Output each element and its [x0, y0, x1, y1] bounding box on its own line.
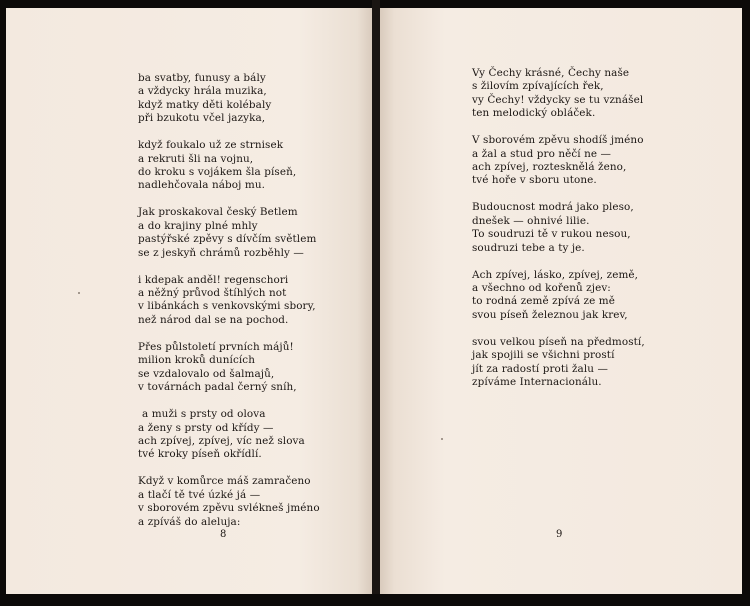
poem-line: se z jeskyň chrámů rozběhly —: [138, 246, 304, 259]
poem-line: tvé kroky píseň okřídlí.: [138, 448, 262, 461]
poem-line: ach zpívej, zpívej, víc než slova: [138, 434, 305, 447]
bottom-shadow: [0, 594, 750, 606]
poem-line: v továrnách padal černý sníh,: [138, 381, 297, 394]
stanza: [472, 269, 645, 323]
poem-line: a tlačí tě tvé úzké já —: [138, 488, 261, 501]
poem-left-page: [138, 72, 320, 543]
poem-line: pastýřské zpěvy s dívčím světlem: [138, 233, 317, 246]
poem-line: Vy Čechy krásné, Čechy naše: [472, 67, 630, 79]
poem-line: a muži s prsty od olova: [142, 408, 266, 421]
poem-line: a do krajiny plné mhly: [138, 219, 258, 232]
poem-line: ten melodický obláček.: [472, 107, 596, 120]
book-gutter: [372, 0, 380, 606]
poem-line: v libánkách s venkovskými sbory,: [138, 300, 316, 313]
stanza: [138, 408, 320, 462]
poem-line: s žilovím zpívajících řek,: [472, 80, 604, 93]
poem-line: do kroku s vojákem šla píseň,: [138, 166, 297, 179]
poem-line: soudruzi tebe a ty je.: [472, 241, 585, 254]
stanza: [472, 336, 645, 390]
poem-line: Přes půlstoletí prvních májů!: [138, 340, 294, 353]
poem-line: jít za radostí proti žalu —: [472, 362, 608, 375]
poem-line: Ach zpívej, lásko, zpívej, země,: [472, 268, 639, 281]
poem-line: svou píseň železnou jak krev,: [472, 308, 628, 321]
poem-line: a zpíváš do aleluja:: [138, 515, 241, 528]
stanza: [138, 139, 320, 193]
poem-line: vy Čechy! vždycky se tu vznášel: [472, 93, 644, 106]
stanza: [138, 274, 320, 328]
poem-line: a žal a stud pro něčí ne —: [472, 147, 612, 160]
poem-line: a vždycky hrála muzika,: [138, 85, 267, 98]
stanza: [472, 67, 645, 121]
paper-speck: [78, 292, 80, 294]
page-number-right: 9: [556, 529, 563, 540]
poem-line: ba svatby, funusy a bály: [138, 72, 266, 84]
stanza: [138, 206, 320, 260]
stanza: [472, 201, 645, 255]
poem-line: milion kroků dunících: [138, 354, 255, 367]
poem-line: Když v komůrce máš zamračeno: [138, 475, 311, 488]
poem-line: než národ dal se na pochod.: [138, 313, 289, 326]
poem-line: a všechno od kořenů zjev:: [472, 282, 611, 295]
poem-line: To soudruzi tě v rukou nesou,: [472, 228, 631, 241]
poem-line: to rodná země zpívá ze mě: [472, 295, 615, 308]
poem-line: a něžný průvod štíhlých not: [138, 287, 287, 300]
poem-line: Budoucnost modrá jako pleso,: [472, 201, 634, 214]
page-number-left: 8: [220, 529, 227, 540]
stanza: [138, 341, 320, 395]
poem-line: když foukalo už ze strnisek: [138, 139, 284, 152]
poem-line: Jak proskakoval český Betlem: [138, 206, 298, 219]
stanza: [138, 475, 320, 529]
poem-line: V sborovém zpěvu shodíš jméno: [472, 134, 644, 147]
poem-line: tvé hoře v sboru utone.: [472, 174, 597, 187]
poem-line: nadlehčovala náboj mu.: [138, 179, 266, 192]
stanza: [472, 134, 645, 188]
poem-line: dnešek — ohnivé lilie.: [472, 214, 590, 227]
poem-line: i kdepak anděl! regenschori: [138, 273, 289, 286]
poem-line: se vzdalovalo od šalmajů,: [138, 367, 275, 380]
poem-line: když matky děti kolébaly: [138, 98, 272, 111]
poem-line: zpíváme Internacionálu.: [472, 376, 602, 389]
poem-line: svou velkou píseň na předmostí,: [472, 335, 645, 348]
poem-line: při bzukotu včel jazyka,: [138, 112, 266, 125]
poem-line: a ženy s prsty od křídy —: [138, 421, 274, 434]
poem-line: jak spojili se všichni prostí: [472, 349, 615, 362]
stanza: [138, 72, 320, 126]
poem-right-page: [472, 67, 645, 403]
poem-line: v sborovém zpěvu svlékneš jméno: [138, 502, 320, 515]
poem-line: ach zpívej, roztesknělá ženo,: [472, 161, 627, 174]
poem-line: a rekruti šli na vojnu,: [138, 152, 254, 165]
paper-speck: [441, 438, 443, 440]
